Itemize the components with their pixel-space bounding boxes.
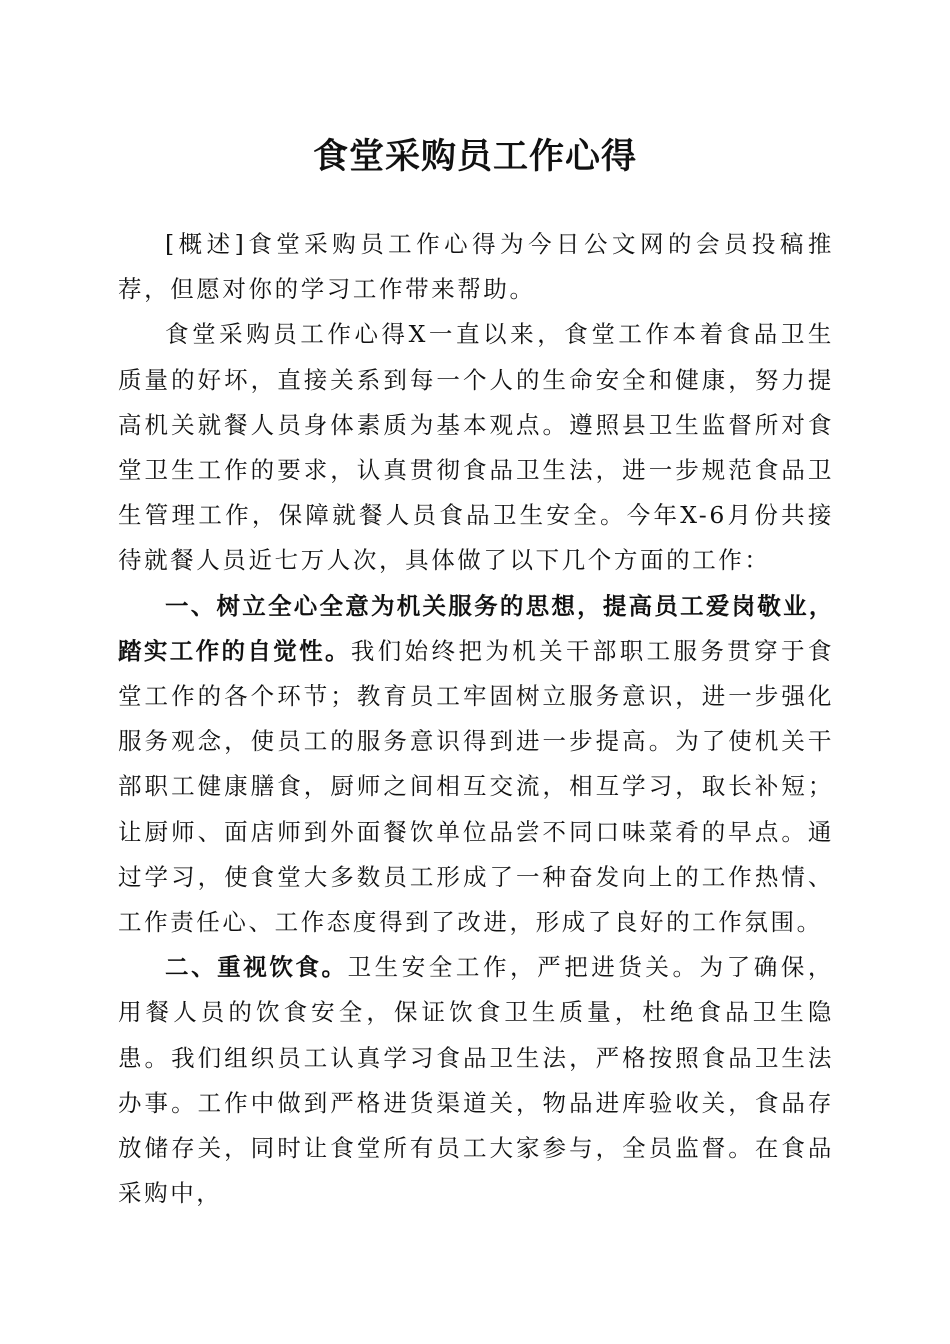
paragraph-section-1: [118, 584, 834, 946]
document-body: [118, 222, 834, 1216]
paragraph-section-2: [118, 945, 834, 1216]
paragraph-text: 卫生安全工作，严把进货关。为了确保，用餐人员的饮食安全，保证饮食卫生质量，杜绝食品卫生隐患。我们组织员工认真学习食品卫生法，严格按照食品卫生法办事。工作中做到严格进货渠道关，物品进库验收关，食品存放储存关，同时让食堂所有员工大家参与，全员监督。在食品采购中，: [118, 953, 834, 1208]
paragraph-intro: [118, 312, 834, 583]
document-title: 食堂采购员工作心得: [312, 136, 637, 177]
section-heading: 一、树立全心全意为机关服务的思想，提高员工爱岗敬业，踏实工作的自觉性。: [118, 591, 834, 665]
paragraph-text: 我们始终把为机关干部职工服务贯穿于食堂工作的各个环节；教育员工牢固树立服务意识，进一步强化服务观念，使员工的服务意识得到进一步提高。为了使机关干部职工健康膳食，厨师之间相互交流，相互学习，取长补短；让厨师、面店师到外面餐饮单位品尝不同口味菜肴的早点。通过学习，使食堂大多数员工形成了一种奋发向上的工作热情、工作责任心、工作态度得到了改进，形成了良好的工作氛围。: [118, 636, 834, 937]
paragraph-overview: [118, 222, 834, 312]
section-heading: 二、重视饮食。: [165, 953, 348, 982]
paragraph-text: [概述]食堂采购员工作心得为今日公文网的会员投稿推荐，但愿对你的学习工作带来帮助。: [118, 230, 834, 304]
paragraph-text: 食堂采购员工作心得X一直以来，食堂工作本着食品卫生质量的好坏，直接关系到每一个人的生命安全和健康，努力提高机关就餐人员身体素质为基本观点。遵照县卫生监督所对食堂卫生工作的要求，认真贯彻食品卫生法，进一步规范食品卫生管理工作，保障就餐人员食品卫生安全。今年X-6月份共接待就餐人员近七万人次，具体做了以下几个方面的工作：: [118, 320, 834, 575]
